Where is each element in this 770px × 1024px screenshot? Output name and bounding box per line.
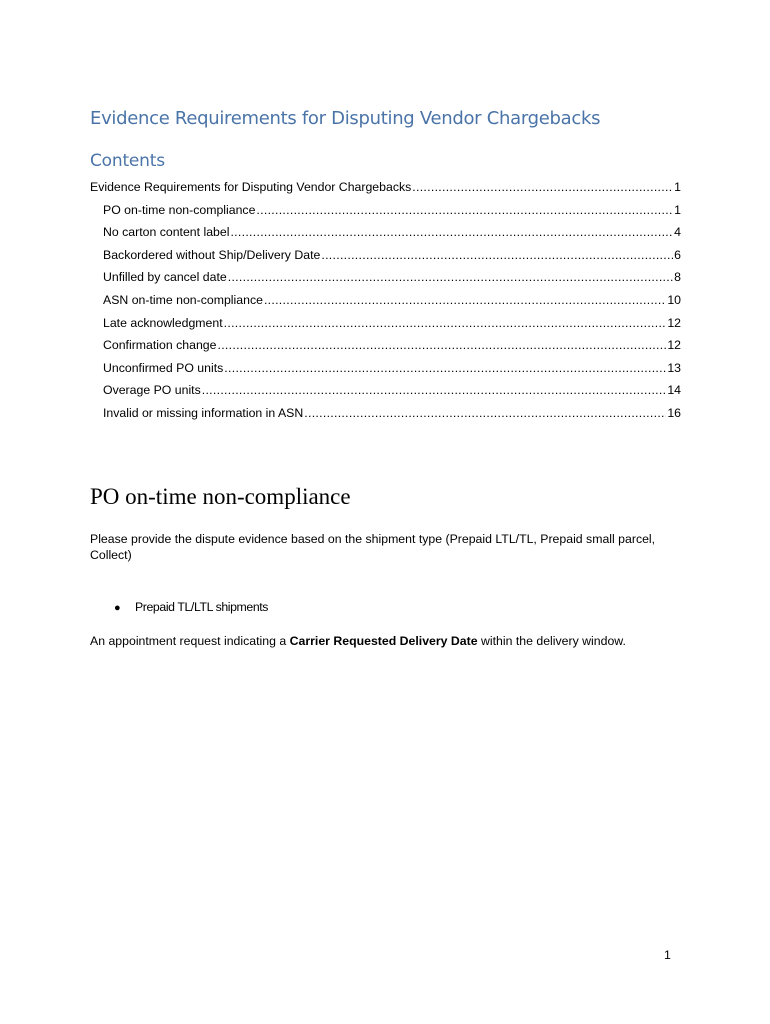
toc-dot-leader [264, 289, 666, 312]
body-text-before: An appointment request indicating a [90, 634, 290, 648]
bullet-text: Prepaid TL/LTL shipments [135, 600, 269, 614]
toc-dot-leader [256, 199, 673, 222]
toc-entry-label: Unconfirmed PO units [103, 360, 224, 375]
toc-dot-leader [224, 357, 666, 380]
toc-entry[interactable] [90, 402, 681, 425]
toc-entry[interactable] [90, 266, 681, 289]
toc-entry-label: Confirmation change [103, 338, 217, 353]
toc-entry[interactable] [90, 176, 681, 199]
body-text-bold: Carrier Requested Delivery Date [289, 634, 478, 648]
toc-entry-label: Backordered without Ship/Delivery Date [103, 247, 321, 262]
toc-entry[interactable] [90, 312, 681, 335]
document-title: Evidence Requirements for Disputing Vendor Chargebacks [90, 108, 601, 129]
toc-entry-page: 1 [674, 202, 681, 217]
toc-entry-page: 10 [667, 292, 681, 307]
toc-entry-page: 6 [674, 247, 681, 262]
intro-paragraph: Please provide the dispute evidence based on the shipment type (Prepaid LTL/TL, Prepaid small parcel, Collect) [90, 532, 656, 562]
section-heading: PO on-time non-compliance [90, 484, 351, 509]
toc-dot-leader [412, 176, 673, 199]
toc-entry-label: Invalid or missing information in ASN [103, 405, 304, 420]
toc-entry-page: 8 [674, 270, 681, 285]
bullet-list [114, 600, 268, 614]
toc-entry[interactable] [90, 289, 681, 312]
list-item [114, 600, 268, 614]
toc-dot-leader [202, 379, 667, 402]
table-of-contents [90, 176, 681, 425]
toc-entry[interactable] [90, 199, 681, 222]
toc-entry-page: 14 [667, 383, 681, 398]
toc-entry-page: 13 [667, 360, 681, 375]
toc-entry-label: Overage PO units [103, 383, 201, 398]
toc-entry[interactable] [90, 334, 681, 357]
toc-entry-page: 12 [667, 338, 681, 353]
contents-heading: Contents [90, 151, 165, 171]
toc-dot-leader [224, 312, 667, 335]
bullet-icon: ● [114, 602, 121, 614]
toc-entry-label: Evidence Requirements for Disputing Vendor Chargebacks [90, 180, 412, 194]
toc-entry[interactable] [90, 221, 681, 244]
toc-dot-leader [217, 334, 666, 357]
toc-dot-leader [304, 402, 666, 425]
toc-dot-leader [321, 244, 673, 267]
body-paragraph [90, 634, 710, 648]
page-number: 1 [664, 948, 671, 962]
toc-entry-label: Unfilled by cancel date [103, 270, 227, 285]
toc-entry[interactable] [90, 357, 681, 380]
body-text-after: within the delivery window. [477, 634, 626, 648]
toc-dot-leader [228, 266, 673, 289]
toc-entry[interactable] [90, 244, 681, 267]
toc-entry-page: 12 [667, 315, 681, 330]
toc-entry-page: 16 [667, 405, 681, 420]
toc-entry-label: ASN on-time non-compliance [103, 292, 263, 307]
toc-dot-leader [230, 221, 673, 244]
toc-entry-page: 1 [674, 180, 681, 194]
toc-entry-page: 4 [674, 225, 681, 240]
toc-entry-label: Late acknowledgment [103, 315, 223, 330]
toc-entry-label: No carton content label [103, 225, 230, 240]
toc-entry-label: PO on-time non-compliance [103, 202, 256, 217]
toc-entry[interactable] [90, 379, 681, 402]
